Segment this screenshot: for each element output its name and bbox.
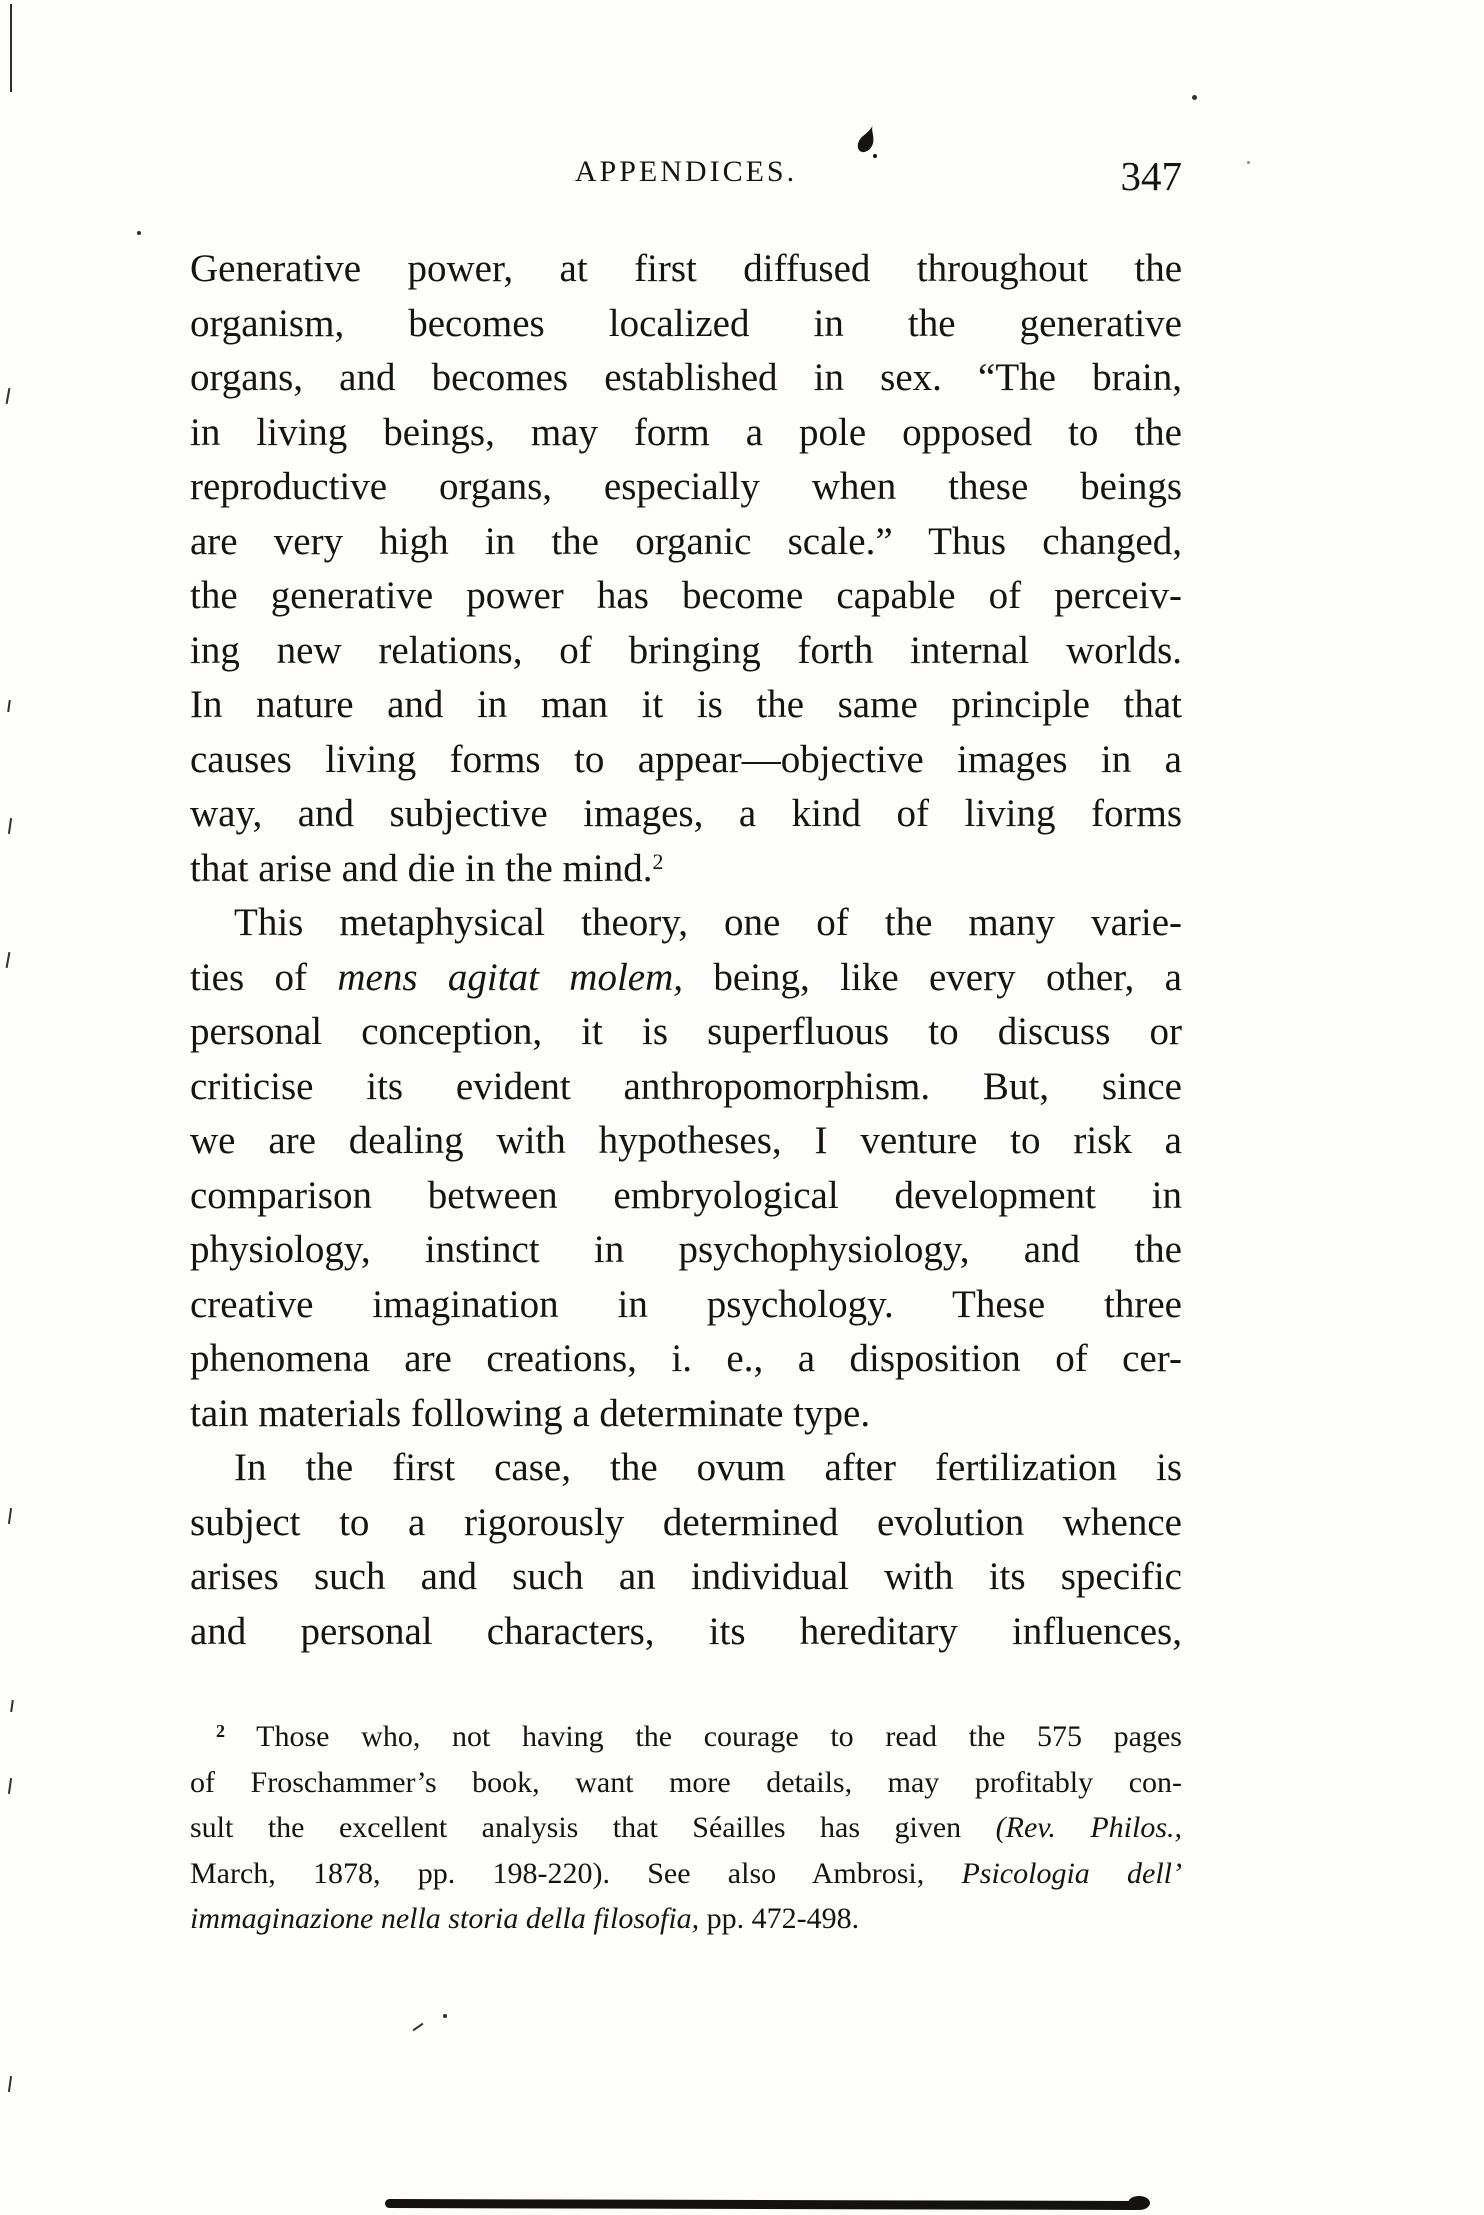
text-line [190, 842, 1182, 897]
scan-speck [1247, 161, 1250, 164]
footnote-marker: 2 [216, 1721, 225, 1741]
text-segment: sult the excellent analysis that Séailles has given [190, 1811, 996, 1844]
text-line: tain materials following a determinate type. [190, 1391, 871, 1435]
scan-artifact [8, 1508, 12, 1524]
latin-phrase: mens agitat molem, [337, 955, 684, 999]
scan-artifact [8, 2076, 12, 2092]
footnote-line: of Froschammer’s book, want more details, may profitably con- [190, 1765, 1182, 1799]
scan-smudge-bottom [385, 2199, 1140, 2210]
text-line: Generative power, at first diffused throughout the [190, 247, 1182, 290]
text-line: way, and subjective images, a kind of living forms [190, 792, 1182, 835]
paragraph-3 [190, 1441, 1182, 1659]
scan-artifact [10, 1700, 14, 1712]
book-title: immaginazione nella storia della filosofia, [190, 1902, 700, 1935]
text-line: subject to a rigorously determined evolution whence [190, 1500, 1182, 1544]
text-segment: that arise and die in the mind. [190, 846, 653, 890]
text-line: and personal characters, its hereditary influences, [190, 1609, 1182, 1653]
text-line: personal conception, it is superfluous to discuss or [190, 1010, 1182, 1053]
text-line: This metaphysical theory, one of the many varie- [234, 901, 1182, 944]
text-line: ing new relations, of bringing forth internal worlds. [190, 628, 1182, 672]
text-line: In the first case, the ovum after fertilization is [234, 1446, 1182, 1489]
text-segment: being, like every other, a [683, 955, 1182, 999]
scan-artifact [7, 700, 11, 712]
scan-artifact [8, 818, 12, 834]
scan-speck [443, 2014, 447, 2018]
footnote-line [190, 1851, 1182, 1897]
book-title: Psicologia dell’ [961, 1856, 1183, 1890]
scan-speck [137, 231, 141, 235]
text-segment: March, 1878, pp. 198-220). See also Ambrosi, [190, 1856, 962, 1890]
text-line: organs, and becomes established in sex. “The brain, [190, 356, 1182, 399]
text-line: are very high in the organic scale.” Thus changed, [190, 519, 1182, 563]
footnote-line [190, 1896, 1182, 1942]
scan-artifact-left-line [10, 4, 12, 92]
text-line: physiology, instinct in psychophysiology, and the [190, 1228, 1182, 1271]
text-segment: Those who, not having the courage to read the 575 pages [225, 1720, 1182, 1753]
footnote-marker: 2 [652, 849, 664, 874]
text-line: reproductive organs, especially when these beings [190, 465, 1182, 508]
scan-speck [413, 2023, 424, 2032]
page-header [190, 150, 1182, 210]
text-line: we are dealing with hypotheses, I venture to risk a [190, 1119, 1182, 1162]
footnote [190, 1714, 1182, 1942]
page-number: 347 [1120, 153, 1182, 199]
body-text [190, 242, 1182, 1659]
scan-speck [1192, 95, 1197, 100]
text-line: criticise its evident anthropomorphism. But, since [190, 1064, 1182, 1108]
scan-artifact [6, 388, 11, 404]
paragraph-2 [190, 896, 1182, 1441]
text-line: the generative power has become capable of perceiv- [190, 574, 1182, 617]
running-title: APPENDICES. [574, 155, 798, 188]
footnote-line [190, 1714, 1182, 1760]
paragraph-1 [190, 242, 1182, 896]
text-line: arises such and such an individual with its specific [190, 1555, 1182, 1598]
text-segment: ties of [190, 955, 338, 999]
text-line: phenomena are creations, i. e., a disposition of cer- [190, 1337, 1182, 1380]
text-line [190, 951, 1182, 1006]
text-line: organism, becomes localized in the generative [190, 301, 1182, 345]
text-line: causes living forms to appear—objective images in a [190, 737, 1182, 781]
scan-smudge-blob [1128, 2196, 1150, 2210]
text-line: comparison between embryological development in [190, 1173, 1182, 1217]
footnote-line [190, 1805, 1182, 1851]
journal-title: (Rev. Philos., [995, 1811, 1183, 1844]
scan-artifact [6, 952, 11, 968]
text-line: In nature and in man it is the same principle that [190, 683, 1182, 726]
text-line: in living beings, may form a pole opposed to the [190, 410, 1182, 454]
scan-artifact [8, 1778, 12, 1794]
text-segment: pp. 472-498. [699, 1902, 860, 1935]
text-line: creative imagination in psychology. These three [190, 1282, 1182, 1326]
